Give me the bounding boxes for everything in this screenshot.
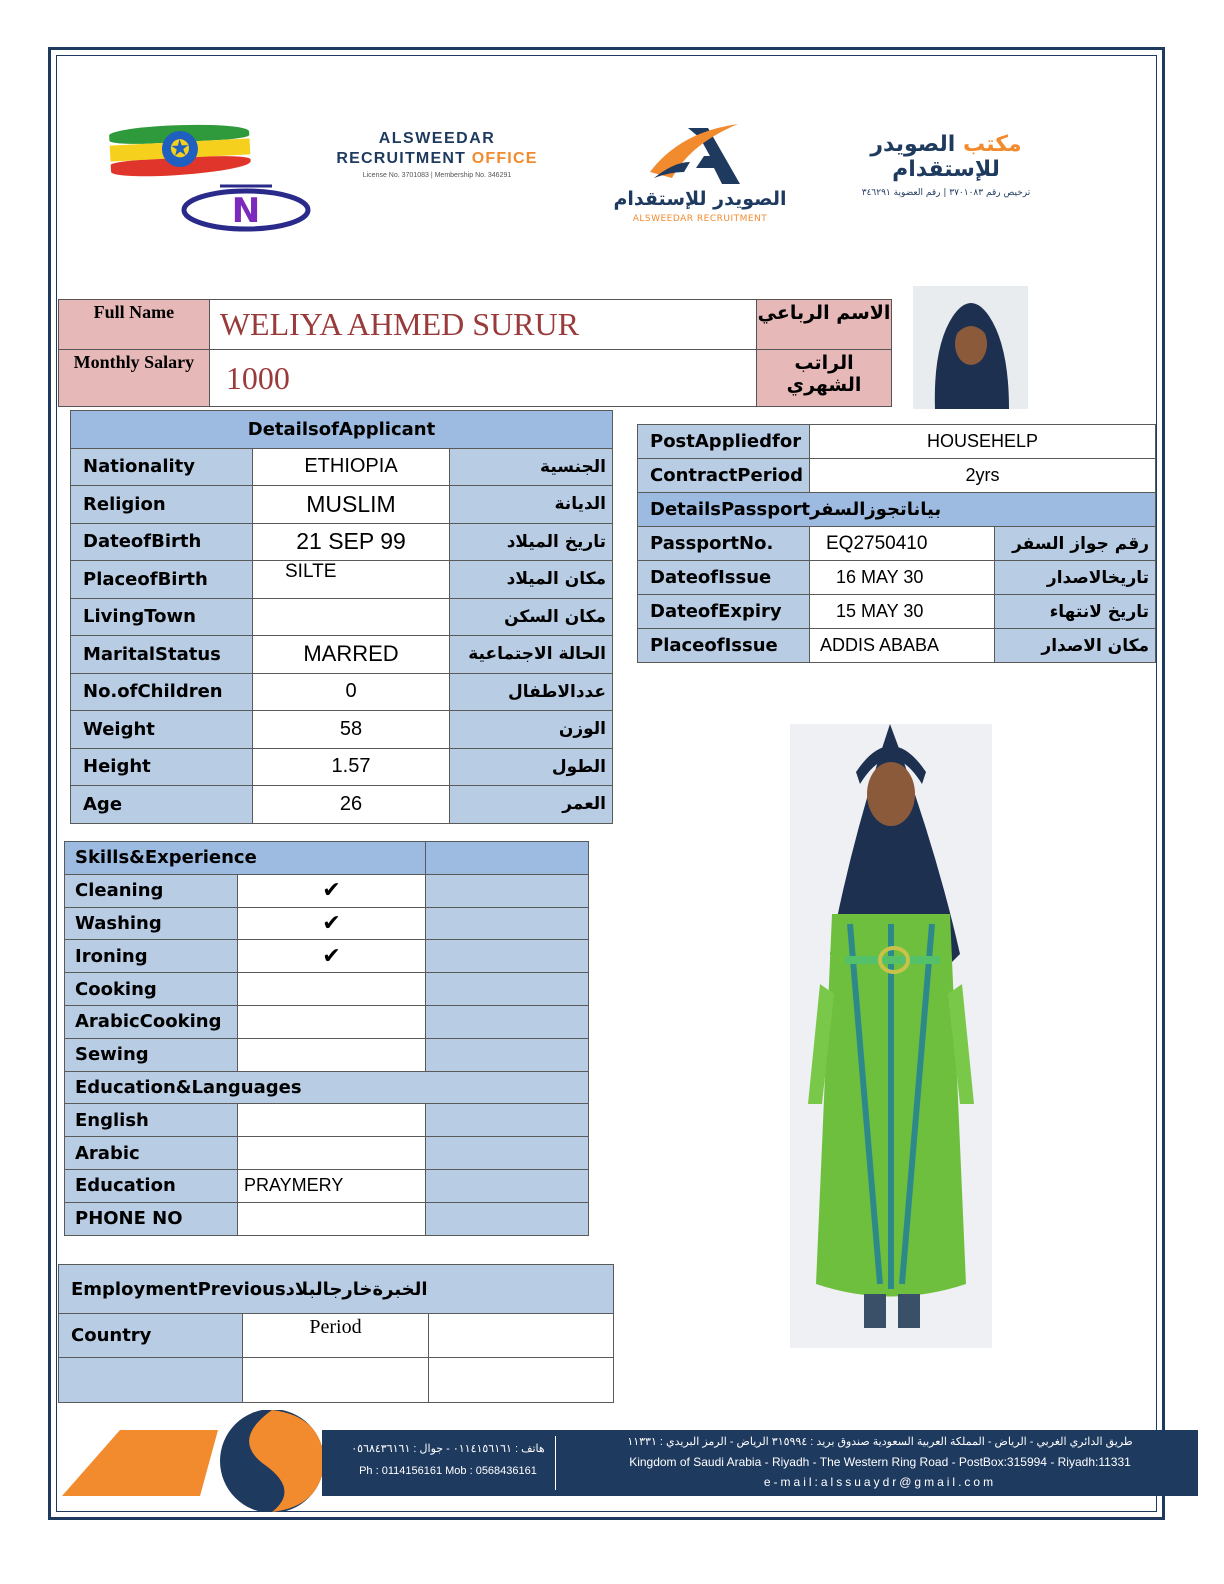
passport-label: DateofExpiry bbox=[638, 595, 810, 629]
footer-phone-arabic: هاتف : ٠١١٤١٥٦١٦١ - جوال : ٠٥٦٨٤٣٦١٦١ bbox=[351, 1443, 545, 1455]
detail-row-dob bbox=[71, 523, 613, 561]
passport-row bbox=[638, 629, 1156, 663]
detail-value: SILTE bbox=[253, 561, 450, 599]
skill-value bbox=[238, 1005, 426, 1038]
skill-extra-cell bbox=[426, 973, 589, 1006]
detail-row-weight bbox=[71, 711, 613, 749]
passport-row bbox=[638, 561, 1156, 595]
skills-title: Skills&Experience bbox=[65, 842, 426, 875]
check-icon: ✔ bbox=[238, 940, 426, 973]
detail-arabic-label: الحالة الاجتماعية bbox=[450, 636, 613, 674]
skill-label: ArabicCooking bbox=[65, 1005, 238, 1038]
svg-text:N: N bbox=[231, 191, 261, 231]
detail-value: 0 bbox=[253, 673, 450, 711]
skill-row bbox=[65, 940, 589, 973]
education-value bbox=[238, 1202, 426, 1235]
education-languages-title: Education&Languages bbox=[65, 1071, 589, 1104]
footer-phone-english: Ph : 0114156161 Mob : 0568436161 bbox=[359, 1465, 537, 1477]
previous-extra-cell bbox=[429, 1314, 614, 1358]
skill-extra-cell bbox=[426, 874, 589, 907]
detail-arabic-label: تاريخ الميلاد bbox=[450, 523, 613, 561]
a-emblem-icon bbox=[610, 122, 790, 188]
education-extra-cell bbox=[426, 1104, 589, 1137]
skill-label: Cleaning bbox=[65, 874, 238, 907]
detail-row-nationality bbox=[71, 448, 613, 486]
office-name-line2: RECRUITMENT OFFICE bbox=[336, 150, 538, 167]
detail-arabic-label: مكان الميلاد bbox=[450, 561, 613, 599]
detail-value: 58 bbox=[253, 711, 450, 749]
education-label: Arabic bbox=[65, 1137, 238, 1170]
post-applied-value: HOUSEHELP bbox=[810, 425, 1156, 459]
post-applied-label: PostAppliedfor bbox=[638, 425, 810, 459]
detail-row-age bbox=[71, 786, 613, 824]
check-icon: ✔ bbox=[238, 907, 426, 940]
passport-arabic-label: تاريخ لانتهاء bbox=[995, 595, 1156, 629]
footer-phones bbox=[348, 1438, 548, 1482]
detail-value: MARRED bbox=[253, 636, 450, 674]
post-passport-table bbox=[637, 424, 1156, 663]
alsweedar-logo-text bbox=[322, 130, 552, 179]
passport-arabic-label: تاريخالاصدار bbox=[995, 561, 1156, 595]
skill-extra-cell bbox=[426, 1038, 589, 1071]
education-value bbox=[238, 1104, 426, 1137]
passport-value: EQ2750410 bbox=[810, 527, 995, 561]
skill-label: Cooking bbox=[65, 973, 238, 1006]
education-row bbox=[65, 1104, 589, 1137]
detail-value: 21 SEP 99 bbox=[253, 523, 450, 561]
post-applied-row bbox=[638, 425, 1156, 459]
footer-address-arabic: طريق الدائري الغربي - الرياض - المملكة العربية السعودية صندوق بريد : ٣١٥٩٩٤ الرياض - الرمز البريدي : ١١٣٣١ bbox=[627, 1436, 1133, 1448]
previous-extra-cell bbox=[429, 1358, 614, 1403]
passport-arabic-label: رقم جواز السفر bbox=[995, 527, 1156, 561]
detail-label: PlaceofBirth bbox=[71, 561, 253, 599]
passport-value: 16 MAY 30 bbox=[810, 561, 995, 595]
check-icon: ✔ bbox=[238, 874, 426, 907]
detail-row-marital-status bbox=[71, 636, 613, 674]
contract-period-value: 2yrs bbox=[810, 459, 1156, 493]
passport-label: DateofIssue bbox=[638, 561, 810, 595]
education-label: PHONE NO bbox=[65, 1202, 238, 1235]
skills-table bbox=[64, 841, 589, 1236]
footer-divider bbox=[555, 1436, 556, 1490]
education-extra-cell bbox=[426, 1169, 589, 1202]
skill-extra-cell bbox=[426, 907, 589, 940]
footer bbox=[60, 1410, 1140, 1512]
detail-label: MaritalStatus bbox=[71, 636, 253, 674]
passport-value: ADDIS ABABA bbox=[810, 629, 995, 663]
applicant-details-title: DetailsofApplicant bbox=[71, 411, 613, 449]
education-row bbox=[65, 1169, 589, 1202]
footer-address-english: Kingdom of Saudi Arabia - Riyadh - The Western Ring Road - PostBox:315994 - Riyadh:11331 bbox=[629, 1455, 1131, 1469]
full-name-arabic-label: الاسم الرباعي bbox=[757, 300, 892, 350]
detail-row-living-town bbox=[71, 598, 613, 636]
detail-label: Age bbox=[71, 786, 253, 824]
salary-arabic-label: الراتب الشهري bbox=[757, 350, 892, 407]
detail-arabic-label: الطول bbox=[450, 748, 613, 786]
skill-extra-cell bbox=[426, 1005, 589, 1038]
previous-employment-table bbox=[58, 1264, 614, 1403]
education-extra-cell bbox=[426, 1137, 589, 1170]
footer-email: e-mail:alssuaydr@gmail.com bbox=[763, 1475, 997, 1489]
detail-label: LivingTown bbox=[71, 598, 253, 636]
passport-row bbox=[638, 595, 1156, 629]
country-label: Country bbox=[59, 1314, 243, 1358]
previous-country-cell bbox=[59, 1358, 243, 1403]
footer-swoosh-logo bbox=[60, 1410, 330, 1512]
skill-label: Washing bbox=[65, 907, 238, 940]
detail-row-religion bbox=[71, 486, 613, 524]
office-arabic-license: ترخيص رقم ٣٧٠١٠٨٣ | رقم العضوية ٣٤٦٢٩١ bbox=[861, 188, 1031, 198]
footer-address bbox=[565, 1432, 1195, 1492]
contract-period-row bbox=[638, 459, 1156, 493]
period-label: Period bbox=[243, 1314, 429, 1358]
salary-value: 1000 bbox=[209, 350, 756, 407]
applicant-portrait-photo bbox=[913, 286, 1028, 409]
detail-arabic-label: عددالاطفال bbox=[450, 673, 613, 711]
detail-row-children bbox=[71, 673, 613, 711]
detail-row-place-of-birth bbox=[71, 561, 613, 599]
detail-arabic-label: الوزن bbox=[450, 711, 613, 749]
skill-row bbox=[65, 907, 589, 940]
applicant-full-body-photo bbox=[790, 724, 992, 1348]
previous-employment-title: EmploymentPreviousالخبرةخارجالبلاد bbox=[59, 1265, 614, 1314]
skill-extra-cell bbox=[426, 940, 589, 973]
passport-row bbox=[638, 527, 1156, 561]
detail-label: Nationality bbox=[71, 448, 253, 486]
ethiopia-flag-logo bbox=[109, 121, 251, 178]
skill-label: Sewing bbox=[65, 1038, 238, 1071]
previous-period-cell bbox=[243, 1358, 429, 1403]
logo-english-text: ALSWEEDAR RECRUITMENT bbox=[632, 214, 768, 224]
education-row bbox=[65, 1137, 589, 1170]
office-arabic-name: مكتب الصويدر للإستقدام ترخيص رقم ٣٧٠١٠٨٣ | رقم العضوية ٣٤٦٢٩١ bbox=[820, 132, 1072, 198]
detail-row-height bbox=[71, 748, 613, 786]
skill-label: Ironing bbox=[65, 940, 238, 973]
detail-label: No.ofChildren bbox=[71, 673, 253, 711]
detail-arabic-label: الجنسية bbox=[450, 448, 613, 486]
detail-arabic-label: مكان السكن bbox=[450, 598, 613, 636]
passport-label: PlaceofIssue bbox=[638, 629, 810, 663]
detail-value: ETHIOPIA bbox=[253, 448, 450, 486]
skills-title-extra-cell bbox=[426, 842, 589, 875]
skill-row bbox=[65, 874, 589, 907]
detail-label: Height bbox=[71, 748, 253, 786]
passport-details-title: DetailsPassportبياناتجوزالسفر bbox=[638, 493, 1156, 527]
detail-label: DateofBirth bbox=[71, 523, 253, 561]
alsweedar-a-logo bbox=[610, 122, 790, 232]
skill-row bbox=[65, 1038, 589, 1071]
office-name-line1: ALSWEEDAR bbox=[378, 130, 496, 147]
passport-arabic-label: مكان الاصدار bbox=[995, 629, 1156, 663]
education-value bbox=[238, 1137, 426, 1170]
skill-value bbox=[238, 973, 426, 1006]
detail-value bbox=[253, 598, 450, 636]
salary-label: Monthly Salary bbox=[59, 350, 210, 407]
logo-arabic-text: الصويدر للإستقدام bbox=[613, 188, 787, 210]
education-extra-cell bbox=[426, 1202, 589, 1235]
star-icon: ✪ bbox=[161, 130, 199, 168]
detail-value: 1.57 bbox=[253, 748, 450, 786]
skill-value bbox=[238, 1038, 426, 1071]
n-airline-logo bbox=[180, 182, 312, 232]
applicant-details-table bbox=[70, 410, 613, 824]
name-salary-table bbox=[58, 299, 892, 407]
contract-period-label: ContractPeriod bbox=[638, 459, 810, 493]
license-line: License No. 3701083 | Membership No. 346291 bbox=[362, 172, 512, 179]
education-label: English bbox=[65, 1104, 238, 1137]
passport-value: 15 MAY 30 bbox=[810, 595, 995, 629]
detail-label: Religion bbox=[71, 486, 253, 524]
skill-row bbox=[65, 1005, 589, 1038]
education-label: Education bbox=[65, 1169, 238, 1202]
full-name-value: WELIYA AHMED SURUR bbox=[209, 300, 756, 350]
full-name-label: Full Name bbox=[59, 300, 210, 350]
detail-arabic-label: العمر bbox=[450, 786, 613, 824]
education-value: PRAYMERY bbox=[238, 1169, 426, 1202]
detail-label: Weight bbox=[71, 711, 253, 749]
detail-arabic-label: الديانة bbox=[450, 486, 613, 524]
detail-value: 26 bbox=[253, 786, 450, 824]
detail-value: MUSLIM bbox=[253, 486, 450, 524]
education-row bbox=[65, 1202, 589, 1235]
skill-row bbox=[65, 973, 589, 1006]
passport-label: PassportNo. bbox=[638, 527, 810, 561]
